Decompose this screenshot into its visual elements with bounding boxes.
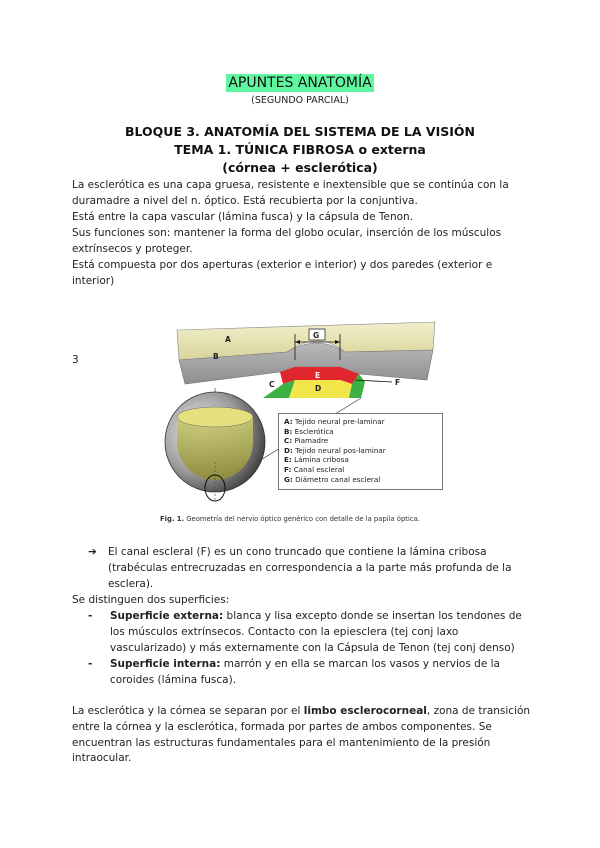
dash-bullet: - <box>88 610 93 622</box>
legend-item: C: Piamadre <box>284 436 329 446</box>
legend-item: D: Tejido neural pos-laminar <box>284 445 386 455</box>
caption-text: Geometría del nervio óptico genérico con detalle de la papila óptica. <box>186 515 420 523</box>
external-surface-item <box>88 609 528 656</box>
legend-item: E: Lámina cribosa <box>284 455 349 465</box>
figure-legend <box>278 413 443 490</box>
title-block <box>0 72 600 106</box>
eye-globe <box>165 392 265 502</box>
document-title: APUNTES ANATOMÍA <box>228 75 372 91</box>
figure-number: 3 <box>72 354 79 366</box>
internal-surface-label: Superficie interna: <box>110 658 221 670</box>
arrow-icon: ➔ <box>88 546 97 558</box>
external-surface-text: blanca y lisa excepto donde se insertan los tendones de los músculos extrínsecos. Contacto con la epiesclera (tej conj laxo vascularizado) y más externamente con la Cápsula de Tenon (tej conj denso) <box>110 610 522 654</box>
internal-surface-item <box>88 657 528 689</box>
legend-item: A: Tejido neural pre-laminar <box>284 417 385 426</box>
bloque-heading: BLOQUE 3. ANATOMÍA DEL SISTEMA DE LA VISIÓN <box>125 124 475 139</box>
caption-label: Fig. 1. <box>160 515 185 523</box>
label-g: G <box>313 331 320 340</box>
internal-surface-text: marrón y en ella se marcan los vasos y nervios de la coroides (lámina fusca). <box>110 658 500 686</box>
limbo-paragraph: La esclerótica y la córnea se separan por el limbo esclerocorneal, zona de transición entre la córnea y la esclerótica, formada por partes de ambos componentes. Se encuentran las estructuras fundamentales para el mantenimiento de la presión intraocular. <box>72 705 531 765</box>
limbo-term: limbo esclerocorneal <box>303 705 427 717</box>
label-e: E <box>315 371 321 380</box>
external-surface-label: Superficie externa: <box>110 610 224 622</box>
intro-paragraph-3: Sus funciones son: mantener la forma del globo ocular, inserción de los músculos extrínsecos y proteger. <box>72 227 502 255</box>
surfaces-intro: Se distinguen dos superficies: <box>72 594 230 606</box>
intro-paragraph-1: La esclerótica es una capa gruesa, resistente e inextensible que se continúa con la duramadre a nivel del n. óptico. Está recubierta por la conjuntiva. <box>72 179 509 207</box>
label-b: B <box>213 352 219 361</box>
intro-paragraph-4: Está compuesta por dos aperturas (exterior e interior) y dos paredes (exterior e interior) <box>72 259 493 287</box>
legend-item: B: Esclerótica <box>284 426 334 436</box>
label-a: A <box>225 335 231 344</box>
label-f: F <box>395 378 401 387</box>
label-d: D <box>315 384 322 393</box>
label-c: C <box>269 380 275 389</box>
tema-heading: TEMA 1. TÚNICA FIBROSA o externa <box>174 142 426 157</box>
legend-item: F: Canal escleral <box>284 464 345 474</box>
intro-paragraph-2: Está entre la capa vascular (lámina fusca) y la cápsula de Tenon. <box>72 211 414 223</box>
dash-bullet: - <box>88 658 93 670</box>
figure-caption <box>160 515 450 524</box>
document-subtitle: (SEGUNDO PARCIAL) <box>251 95 349 106</box>
tema-subheading: (córnea + esclerótica) <box>222 160 378 175</box>
canal-text: El canal escleral (F) es un cono truncado que contiene la lámina cribosa (trabéculas entrecruzadas en correspondencia a la parte más profunda de la esclera). <box>108 546 512 590</box>
canal-bullet <box>88 545 528 592</box>
legend-item: G: Diámetro canal escleral <box>284 474 381 484</box>
